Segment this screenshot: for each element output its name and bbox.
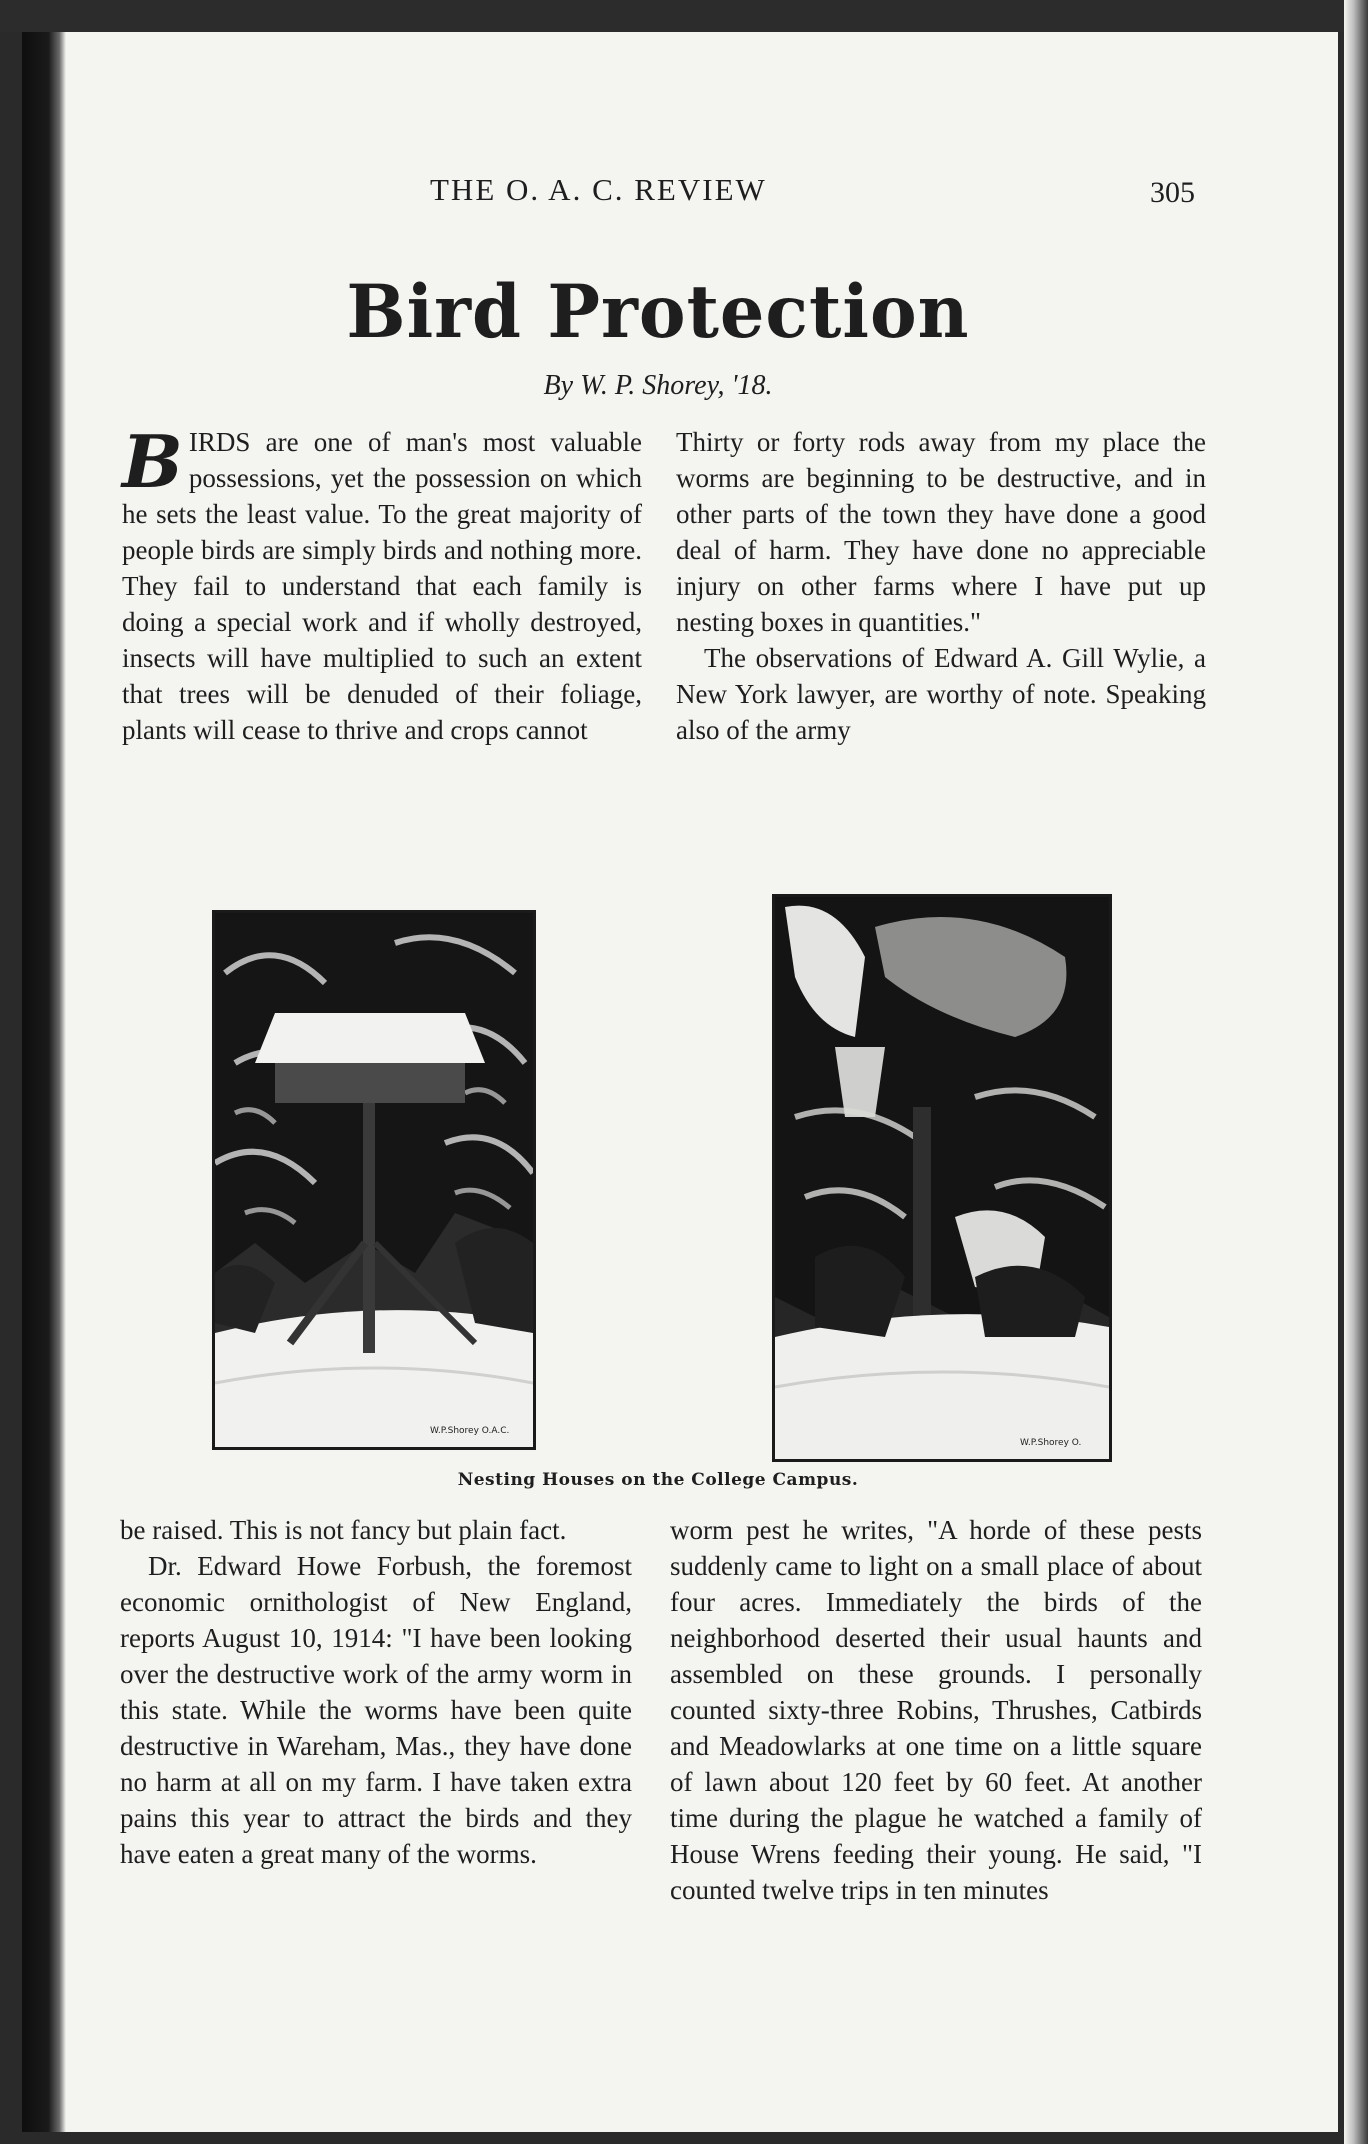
drop-cap: B [122,419,183,504]
article-byline: By W. P. Shorey, '18. [543,370,773,401]
paragraph: Dr. Edward Howe Forbush, the foremost economic ornithologist of New England, reports August 10, 1914: "I have been looking over the destructive work of the army worm in this state. While the worms have been quite destructive in Wareham, Mas., they have done no harm at all on my farm. I have taken extra pains this year to attract the birds and they have eaten a great many of the worms. [120,1551,632,1869]
page-right-edge [1344,0,1368,2144]
nesting-house-photo [215,913,533,1447]
column-bottom-right [670,1512,1202,1908]
article-title: Bird Protection [346,267,970,356]
photo-signature-right: W.P.Shorey O. [1020,1438,1082,1448]
paragraph: be raised. This is not fancy but plain fact. [120,1515,567,1545]
paragraph: The observations of Edward A. Gill Wylie, a New York lawyer, are worthy of note. Speaking also of the army [676,643,1206,745]
column-top-right [676,424,1206,748]
photo-signature-left: W.P.Shorey O.A.C. [430,1426,510,1436]
nesting-house-photo [775,897,1109,1459]
paragraph: worm pest he writes, "A horde of these pests suddenly came to light on a small place of about four acres. Immediately the birds of the neighborhood deserted their usual haunts and assembled on these grounds. I personally counted sixty-three Robins, Thrushes, Catbirds and Meadowlarks at one time on a little square of lawn about 120 feet by 60 feet. At another time during the plague he watched a family of House Wrens feeding their young. He said, "I counted twelve trips in ten minutes [670,1515,1202,1905]
paragraph [122,419,642,748]
paragraph-text: IRDS are one of man's most valuable possessions, yet the possession on which he sets the least value. To the great majority of people birds are simply birds and nothing more. They fail to understand that each family is doing a special work and if wholly destroyed, insects will have multiplied to such an extent that trees will be denuded of their foliage, plants will cease to thrive and crops cannot [122,427,642,745]
photo-nesting-house-left [212,910,536,1450]
paragraph: Thirty or forty rods away from my place the worms are beginning to be destructive, and in other parts of the town they have done a good deal of harm. They have done no appreciable injury on other farms where I have put up nesting boxes in quantities." [676,427,1206,637]
photo-caption: Nesting Houses on the College Campus. [457,1470,859,1490]
running-header: THE O. A. C. REVIEW [430,172,767,207]
column-top-left [122,419,642,748]
page-top-shadow [0,0,1368,32]
page-number: 305 [1150,176,1195,209]
column-bottom-left [120,1512,632,1872]
photo-nesting-house-right [772,894,1112,1462]
